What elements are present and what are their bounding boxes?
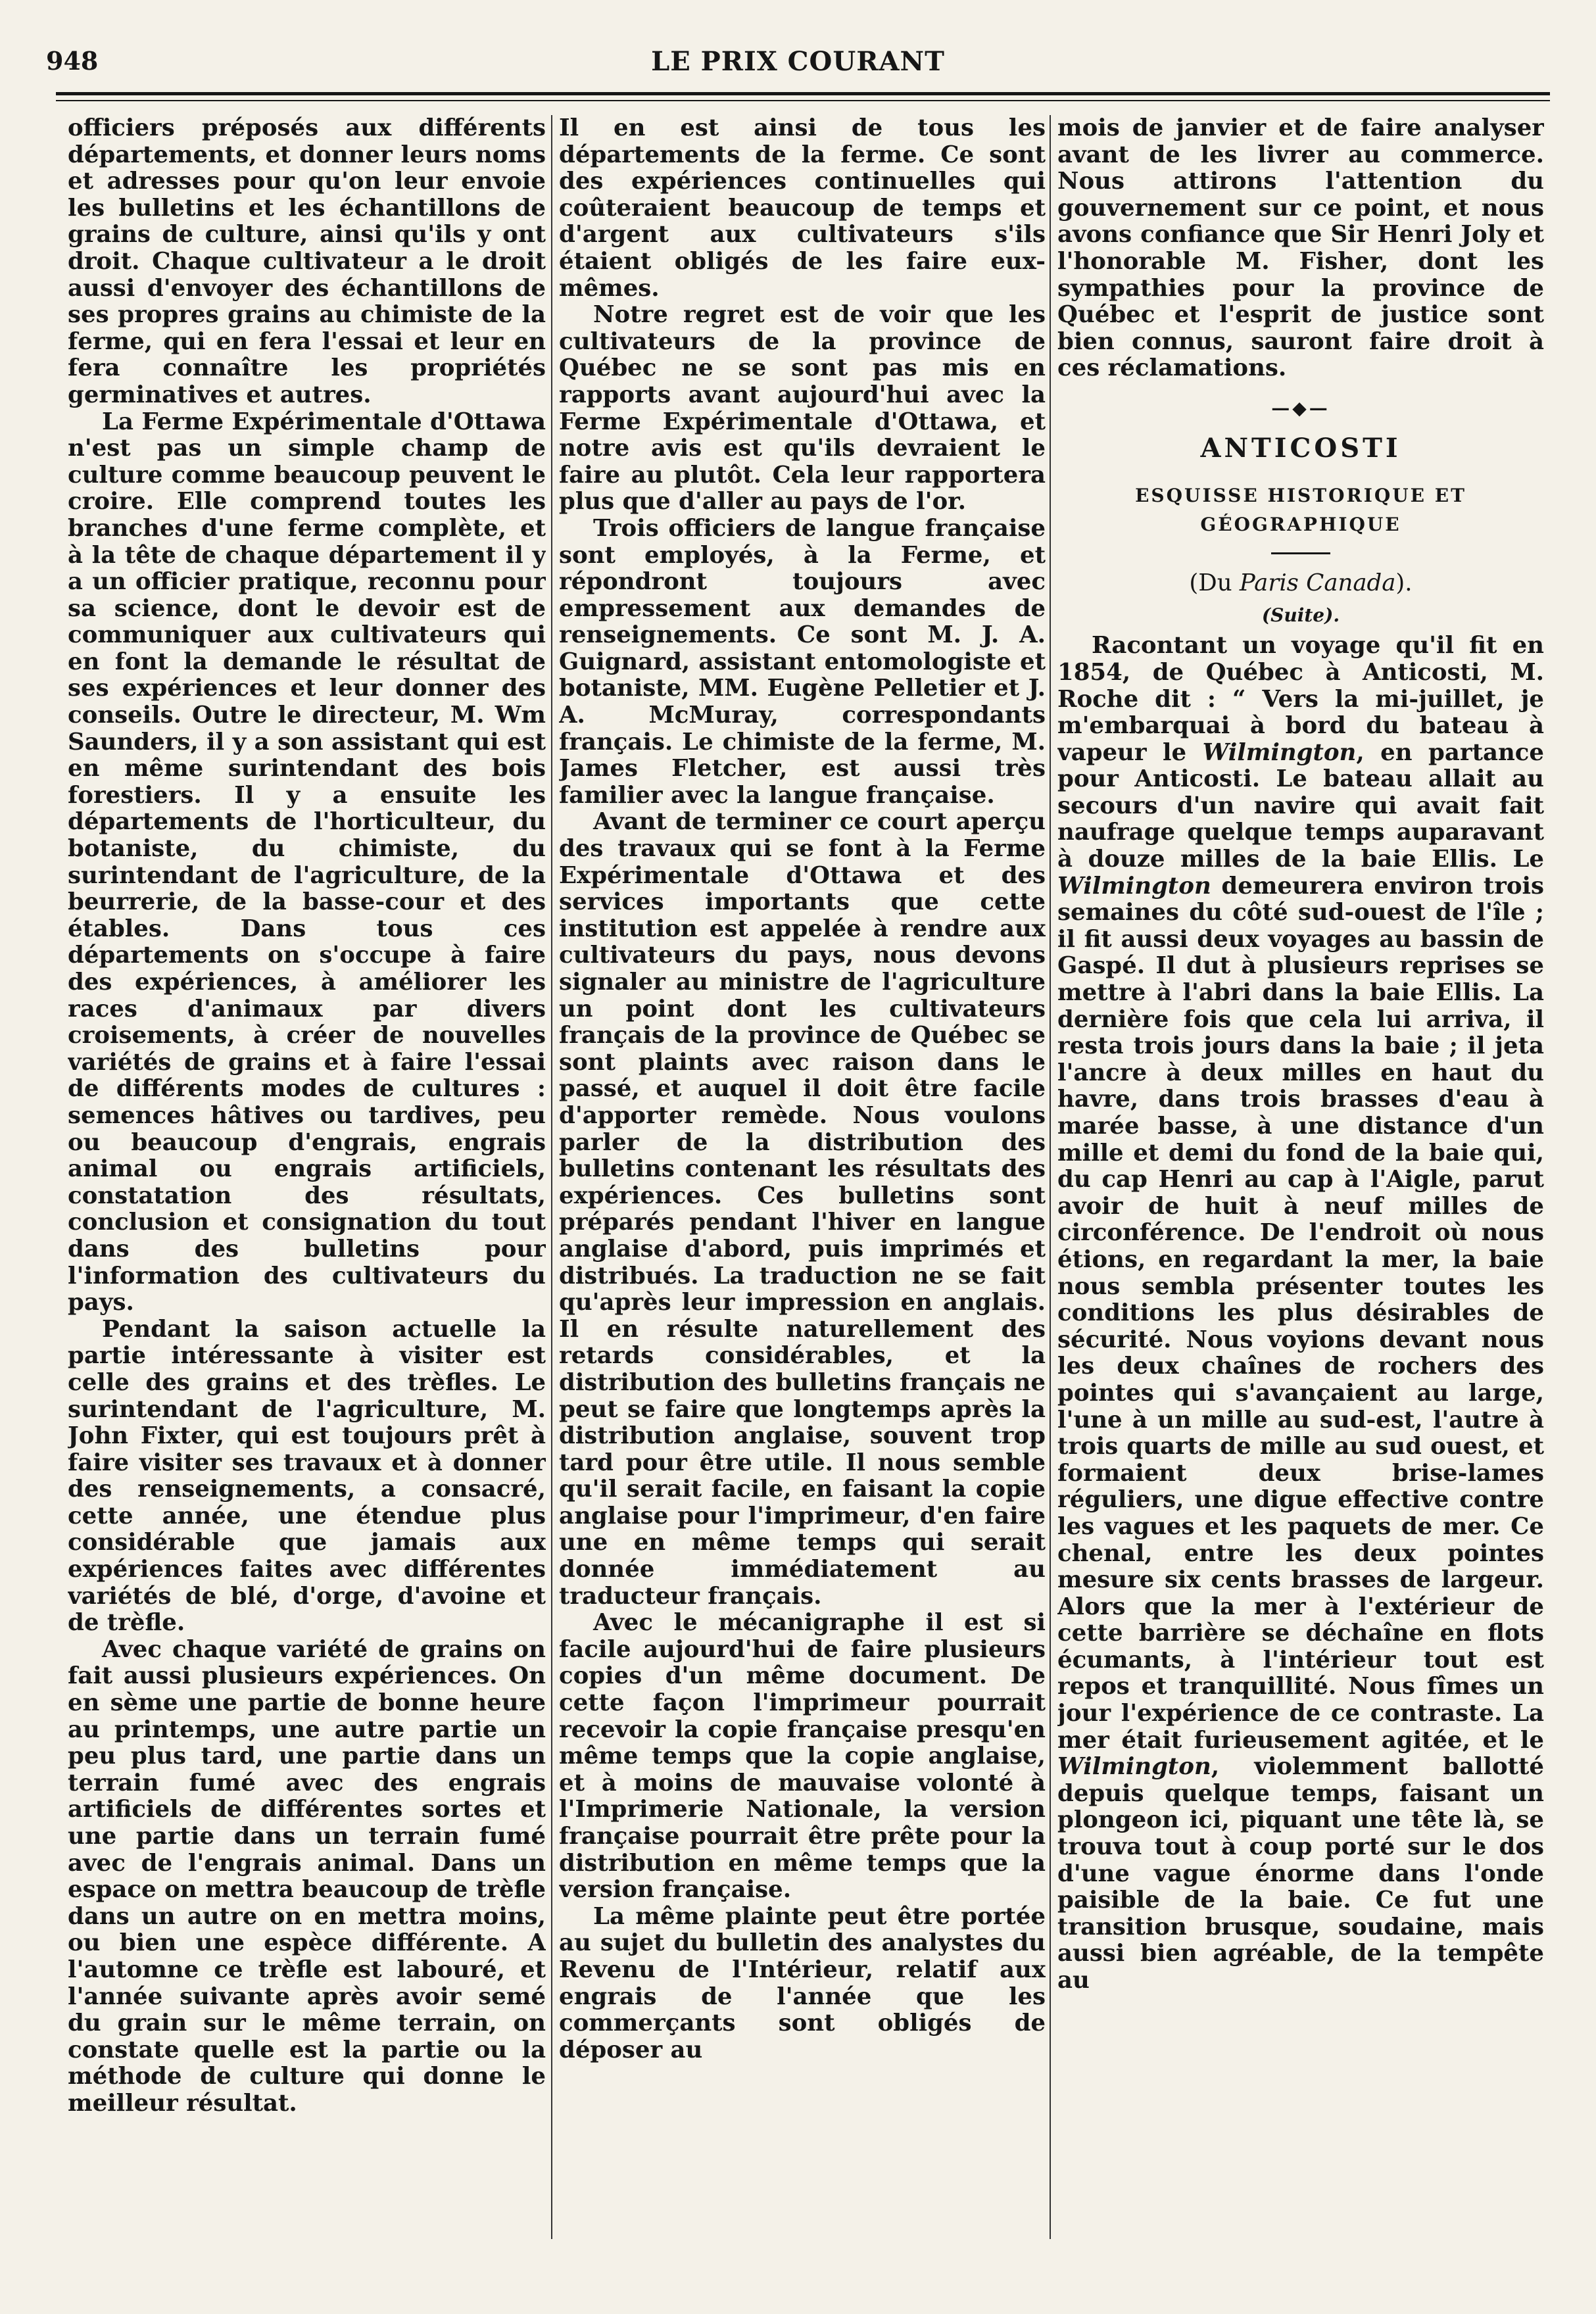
ship-name: Wilmington — [1057, 872, 1211, 900]
section-title: ANTICOSTI — [1200, 432, 1401, 464]
source-prefix: (Du — [1189, 569, 1240, 597]
paragraph: officiers préposés aux différents départements, et donner leurs noms et adresses pour qu'on leur envoie les bulletins et les échantillons de grains de culture, ainsi qu'ils y ont droit. Chaque cultivateur a le droit aussi d'envoyer des échantillons de ses propres grains au chimiste de la ferme, qui en fera l'essai et leur en fera connaître les propriétés germinatives et autres. — [68, 115, 546, 408]
column-divider — [1050, 115, 1051, 2239]
section-ornament: —◆— — [1271, 397, 1330, 419]
header-rule-thin — [56, 100, 1550, 101]
page-header — [46, 46, 1550, 85]
continued-label: (Suite). — [1261, 604, 1340, 626]
text-run: , violemment ballotté depuis quelque temps, faisant un plongeon ici, piquant une tête là, se trouva tout à coup porté sur le dos d'une vague énorme dans l'onde paisible de la baie. Ce fut une transition brusque, soudaine, mais aussi bien agréable, de la tempête au — [1057, 1753, 1544, 1994]
paragraph: Avant de terminer ce court aperçu des travaux qui se font à la Ferme Expérimentale d'Ottawa et des services importants que cette institution est appelée à rendre aux cultivateurs du pays, nous devons signaler au ministre de l'agriculture un point dont les cultivateurs français de la province de Québec se sont plaints avec raison dans le passé, et auquel il doit être facile d'apporter remède. Nous voulons parler de la distribution des bulletins contenant les résultats des expériences. Ces bulletins sont préparés pendant l'hiver en langue anglaise d'abord, puis imprimés et distribués. La traduction ne se fait qu'après leur impression en anglais. Il en résulte naturellement des retards considérables, et la distribution des bulletins français ne peut se faire que longtemps après la distribution anglaise, souvent trop tard pour être utile. Il nous semble qu'il serait facile, en faisant la copie anglaise pour l'imprimeur, d'en faire une en même temps qui serait donnée immédiatement au traducteur français. — [559, 808, 1046, 1610]
text-run: Racontant un voyage qu'il fit en 1854, de Québec à Anticosti, M. Roche dit : “ Vers la mi-juillet, je m'embarquai à bord du bateau à vapeur le — [1057, 632, 1544, 766]
running-title: LE PRIX COURANT — [651, 46, 945, 77]
text-run: , en partance pour Anticosti. Le bateau allait au secours d'un navire qui avait fait naufrage quelque temps auparavant à douze milles de la baie Ellis. Le — [1057, 738, 1544, 873]
column-1 — [68, 115, 546, 2252]
source-suffix: ). — [1395, 569, 1413, 597]
short-rule — [1271, 552, 1330, 554]
paragraph — [1057, 633, 1544, 1994]
column-2 — [559, 115, 1046, 2252]
text-run: demeurera environ trois semaines du côté sud-ouest de l'île ; il fit aussi deux voyages au bassin de Gaspé. Il dut à plusieurs reprises se mettre à l'abri dans la baie Ellis. La dernière fois que cela lui arriva, il resta trois jours dans la baie ; il jeta l'ancre à deux milles en haut du havre, dans trois brasses d'eau à marée basse, à une distance d'un mille et demi du fond de la baie qui, du cap Henri au cap à l'Aigle, parut avoir de huit à neuf milles de circonférence. De l'endroit où nous étions, en regardant la mer, la baie nous sembla présenter toutes les conditions les plus désirables de sécurité. Nous voyions devant nous les deux chaînes de rochers des pointes qui s'avançaient au large, l'une à un mille au sud-est, l'autre à trois quarts de mille au sud ouest, et formaient deux brise-lames réguliers, une digue effective contre les vagues et les paquets de mer. Ce chenal, entre les deux pointes mesure six cents brasses de largeur. Alors que la mer à l'extérieur de cette barrière se déchaîne en flots écumants, à l'intérieur tout est repos et tranquillité. Nous fîmes un jour l'expérience de ce contraste. La mer était furieusement agitée, et le — [1057, 872, 1544, 1754]
paragraph: Pendant la saison actuelle la partie intéressante à visiter est celle des grains et des trèfles. Le surintendant de l'agriculture, M. John Fixter, qui est toujours prêt à faire visiter ses travaux et à donner des renseignements, a consacré, cette année, une étendue plus considérable que jamais aux expériences faites avec différentes variétés de blé, d'orge, d'avoine et de trèfle. — [68, 1315, 546, 1637]
paragraph: Avec le mécanigraphe il est si facile aujourd'hui de faire plusieurs copies d'un même document. De cette façon l'imprimeur pourrait recevoir la copie française presqu'en même temps que la copie anglaise, et à moins de mauvaise volonté à l'Imprimerie Nationale, la version française pourrait être prête pour la distribution en même temps que la version française. — [559, 1609, 1046, 1904]
page-number: 948 — [46, 46, 99, 76]
section-subtitle: ESQUISSE HISTORIQUE ET GÉOGRAPHIQUE — [1135, 485, 1466, 536]
paragraph: Il en est ainsi de tous les départements de la ferme. Ce sont des expériences continuelles qui coûteraient beaucoup de temps et d'argent aux cultivateurs s'ils étaient obligés de les faire eux-mêmes. — [559, 115, 1046, 302]
source-line — [1057, 570, 1544, 597]
paragraph: La même plainte peut être portée au sujet du bulletin des analystes du Revenu de l'Intérieur, relatif aux engrais de l'année que les commerçants sont obligés de déposer au — [559, 1902, 1046, 2063]
paragraph: Notre regret est de voir que les cultivateurs de la province de Québec ne se sont pas mis en rapports avant aujourd'hui avec la Ferme Expérimentale d'Ottawa, et notre avis est qu'ils devraient le faire au plutôt. Cela leur rapportera plus que d'aller au pays de l'or. — [559, 301, 1046, 516]
source-name: Paris Canada — [1239, 569, 1396, 597]
header-rule-thick — [56, 92, 1550, 95]
paragraph: La Ferme Expérimentale d'Ottawa n'est pas un simple champ de culture comme beaucoup peuvent le croire. Elle comprend toutes les branches d'une ferme complète, et à la tête de chaque département il y a un officier pratique, reconnu pour sa science, dont le devoir est de communiquer aux cultivateurs qui en font la demande le résultat de ses expériences et leur donner des conseils. Outre le directeur, M. Wm Saunders, il y a son assistant qui est en même surintendant des bois forestiers. Il y a ensuite les départements de l'horticulteur, du botaniste, du chimiste, du surintendant de l'agriculture, de la beurrerie, de la basse-cour et des étables. Dans tous ces départements on s'occupe à faire des expériences, à améliorer les races d'animaux par divers croisements, à créer de nouvelles variétés de grains et à faire l'essai de différents modes de cultures : semences hâtives ou tardives, peu ou beaucoup d'engrais, engrais animal ou engrais artificiels, constatation des résultats, conclusion et consignation du tout dans des bulletins pour l'information des cultivateurs du pays. — [68, 408, 546, 1316]
paragraph: mois de janvier et de faire analyser avant de les livrer au commerce. Nous attirons l'attention du gouvernement sur ce point, et nous avons confiance que Sir Henri Joly et l'honorable M. Fisher, dont les sympathies pour la province de Québec et l'esprit de justice sont bien connus, sauront faire droit à ces réclamations. — [1057, 115, 1544, 382]
paragraph: Trois officiers de langue française sont employés, à la Ferme, et répondront toujours avec empressement aux demandes de renseignements. Ce sont M. J. A. Guignard, assistant entomologiste et botaniste, MM. Eugène Pelletier et J. A. McMuray, correspondants français. Le chimiste de la ferme, M. James Fletcher, est aussi très familier avec la langue française. — [559, 514, 1046, 809]
ship-name: Wilmington — [1057, 1753, 1211, 1781]
column-3 — [1057, 115, 1544, 2252]
paragraph: Avec chaque variété de grains on fait aussi plusieurs expériences. On en sème une partie de bonne heure au printemps, une autre partie un peu plus tard, une partie dans un terrain fumé avec des engrais artificiels de différentes sortes et une partie dans un terrain fumé avec de l'engrais animal. Dans un espace on mettra beaucoup de trèfle dans un autre on en mettra moins, ou bien une espèce différente. A l'automne ce trèfle est labouré, et l'année suivante après avoir semé du grain sur le même terrain, on constate quelle est la partie ou la méthode de culture qui donne le meilleur résultat. — [68, 1635, 546, 2117]
ship-name: Wilmington — [1202, 738, 1357, 766]
column-divider — [551, 115, 552, 2239]
